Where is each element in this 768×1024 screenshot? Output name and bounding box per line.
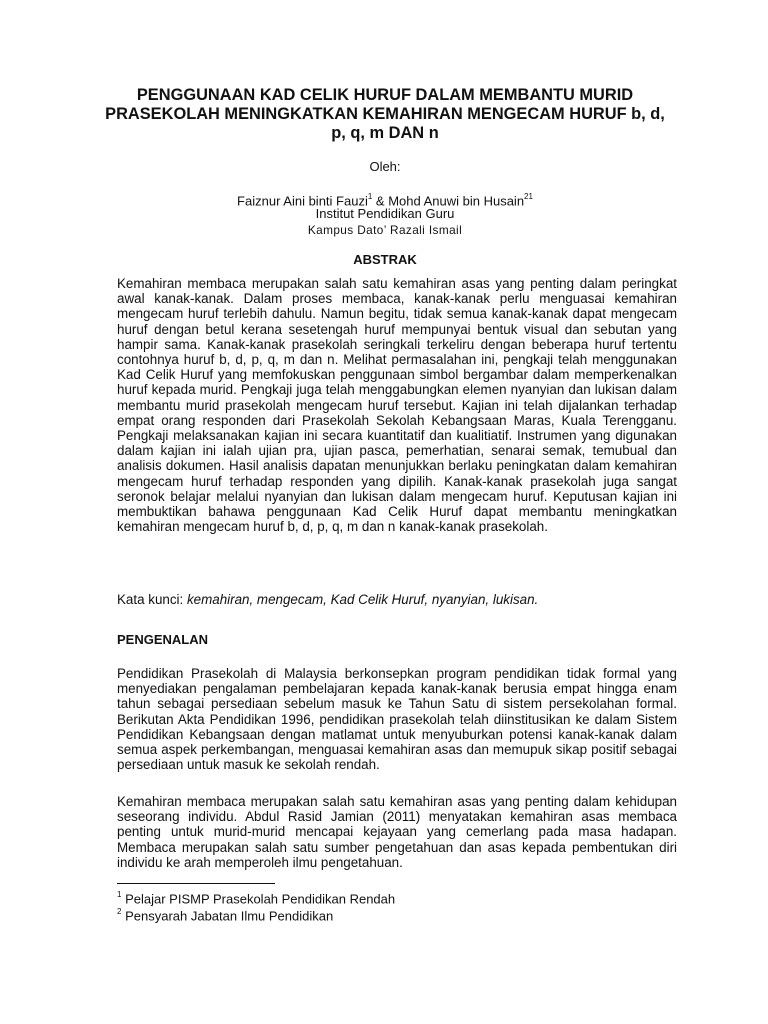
footnote-1-text: Pelajar PISMP Prasekolah Pendidikan Rendah	[125, 891, 396, 907]
keywords-text: kemahiran, mengecam, Kad Celik Huruf, nyanyian, lukisan.	[186, 592, 539, 607]
authors-joiner: &	[372, 193, 389, 209]
paper-title: PENGGUNAAN KAD CELIK HURUF DALAM MEMBANTU MURID PRASEKOLAH MENINGKATKAN KEMAHIRAN MENGECAM HURUF b, d, p, q, m DAN n	[105, 86, 665, 142]
institution: Institut Pendidikan Guru	[315, 206, 455, 221]
author-2: Mohd Anuwi bin Husain	[388, 193, 525, 209]
author-1: Faiznur Aini binti Fauzi	[237, 193, 368, 209]
keywords-label: Kata kunci:	[117, 592, 187, 607]
author-2-superscript: 21	[524, 192, 533, 201]
abstract-text: Kemahiran membaca merupakan salah satu kemahiran asas yang penting dalam peringkat awal kanak-kanak. Dalam proses membaca, kanak-kanak perlu menguasai kemahiran mengecam huruf terlebih dahulu. Namun begitu, tidak semua kanak-kanak dapat mengecam huruf dengan betul kerana sesetengah huruf mempunyai bentuk visual dan sebutan yang hampir sama. Kanak-kanak prasekolah seringkali terkeliru dengan beberapa huruf tertentu contohnya huruf b, d, p, q, m dan n. Melihat permasalahan ini, pengkaji telah menggunakan Kad Celik Huruf yang memfokuskan penggunaan simbol bergambar dalam memperkenalkan huruf kepada murid. Pengkaji juga telah menggabungkan elemen nyanyian dan lukisan dalam membantu murid prasekolah mengecam huruf tersebut. Kajian ini telah dijalankan terhadap empat orang responden dari Prasekolah Sekolah Kebangsaan Maras, Kuala Terengganu. Pengkaji melaksanakan kajian ini secara kuantitatif dan kualitiatif. Instrumen yang digunakan dalam kajian ini ialah ujian pra, ujian pasca, pemerhatian, senarai semak, temubual dan analisis dokumen. Hasil analisis dapatan menunjukkan berlaku peningkatan dalam kemahiran mengecam huruf terhadap responden yang dipilih. Kanak-kanak prasekolah juga sangat seronok belajar melalui nyanyian dan lukisan dalam mengecam huruf. Keputusan kajian ini membuktikan bahawa penggunaan Kad Celik Huruf dapat membantu meningkatkan kemahiran mengecam huruf b, d, p, q, m dan n kanak-kanak prasekolah.	[117, 276, 677, 535]
footnote-2-text: Pensyarah Jabatan Ilmu Pendidikan	[125, 908, 334, 924]
section-heading-introduction: PENGENALAN	[117, 632, 209, 647]
introduction-paragraph-1: Pendidikan Prasekolah di Malaysia berkonsepkan program pendidikan tidak formal yang menyediakan pengalaman pembelajaran kepada kanak-kanak berusia empat hingga enam tahun sebagai persediaan sebelum masuk ke Tahun Satu di sistem persekolahan formal. Berikutan Akta Pendidikan 1996, pendidikan prasekolah telah diinstitusikan ke dalam Sistem Pendidikan Kebangsaan dengan matlamat untuk menyuburkan potensi kanak-kanak dalam semua aspek perkembangan, menguasai kemahiran asas dan memupuk sikap positif sebagai persediaan untuk masuk ke sekolah rendah.	[117, 666, 677, 773]
footnote-2	[117, 905, 333, 924]
campus: Kampus Dato’ Razali Ismail	[307, 223, 463, 237]
footnote-rule	[117, 883, 275, 884]
abstract-heading: ABSTRAK	[353, 252, 417, 267]
author-1-superscript: 1	[367, 192, 373, 201]
by-label: Oleh:	[369, 159, 401, 174]
keywords	[117, 592, 677, 607]
footnote-2-number: 2	[117, 907, 122, 916]
footnote-1-number: 1	[117, 890, 122, 899]
introduction-paragraph-2: Kemahiran membaca merupakan salah satu kemahiran asas yang penting dalam kehidupan seseorang individu. Abdul Rasid Jamian (2011) menyatakan kemahiran asas membaca penting untuk murid-murid mencapai kejayaan yang cemerlang pada masa hadapan. Membaca merupakan salah satu sumber pengetahuan dan asas kepada pembentukan diri individu ke arah memperoleh ilmu pengetahuan.	[117, 794, 677, 870]
